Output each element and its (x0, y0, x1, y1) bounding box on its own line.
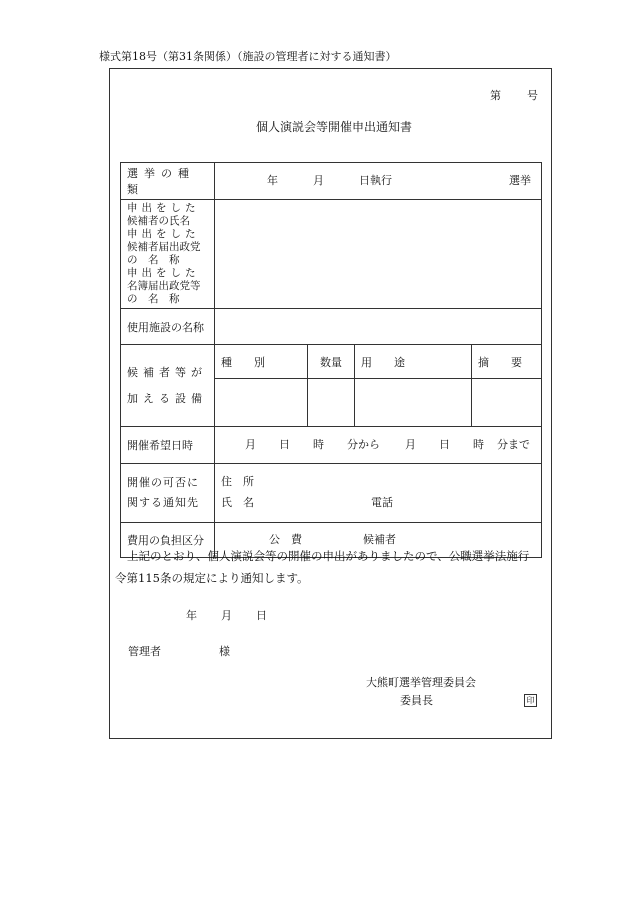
label-schedule: 開催希望日時 (121, 427, 215, 464)
field-applicant[interactable] (215, 200, 542, 309)
row-notification (121, 464, 542, 523)
applicant-line-3: 申出をした (127, 228, 200, 240)
recipient-honorific: 様 (219, 645, 230, 658)
notice-paragraph-line1: 上記のとおり、個人演説会等の開催の申出がありましたので、公職選挙法施行 (127, 549, 530, 563)
field-election-type[interactable] (215, 163, 542, 200)
applicant-line-7: 名簿届出政党等 (127, 280, 201, 292)
application-table (120, 162, 542, 558)
applicant-line-2: 候補者の氏名 (127, 215, 190, 227)
applicant-line-5: の 名 称 (127, 254, 180, 266)
field-notification[interactable] (215, 464, 542, 523)
notification-label-1: 開催の可否に (127, 476, 199, 489)
form-number-title: 様式第18号（第31条関係）（施設の管理者に対する通知書） (99, 50, 397, 63)
issuer-committee: 大熊町選挙管理委員会 (366, 676, 476, 689)
cost-candidate-option[interactable]: 候補者 (363, 533, 396, 546)
election-suffix: 選挙 (509, 174, 531, 187)
equipment-type-cell[interactable] (215, 379, 308, 427)
notification-name-label: 氏 名 (221, 496, 254, 509)
label-facility: 使用施設の名称 (121, 309, 215, 345)
equipment-header-type: 種 別 (215, 345, 308, 379)
schedule-hour-to: 時 (473, 438, 484, 451)
applicant-line-4: 候補者届出政党 (127, 241, 201, 253)
equipment-note-cell[interactable] (472, 379, 542, 427)
election-day-held: 日執行 (359, 174, 392, 187)
row-facility (121, 309, 542, 345)
applicant-line-6: 申出をした (127, 267, 200, 279)
equipment-use-cell[interactable] (355, 379, 472, 427)
schedule-day-from: 日 (279, 438, 290, 451)
equipment-qty-cell[interactable] (308, 379, 355, 427)
number-go: 号 (527, 89, 538, 102)
label-equipment (121, 345, 215, 427)
equipment-header-use: 用 途 (355, 345, 472, 379)
field-facility[interactable] (215, 309, 542, 345)
issuer-chair: 委員長 (400, 694, 433, 707)
equipment-label-1: 候補者等が (127, 365, 207, 379)
schedule-hour-from: 時 (313, 438, 324, 451)
date-month: 月 (221, 609, 232, 622)
recipient-label: 管理者 (128, 645, 161, 658)
schedule-day-to: 日 (439, 438, 450, 451)
schedule-month-to: 月 (405, 438, 416, 451)
cost-public-option[interactable]: 公 費 (269, 533, 302, 546)
schedule-month-from: 月 (245, 438, 256, 451)
applicant-line-8: の 名 称 (127, 293, 180, 305)
row-schedule (121, 427, 542, 464)
field-schedule[interactable] (215, 427, 542, 464)
equipment-header-note: 摘 要 (472, 345, 542, 379)
election-month: 月 (313, 174, 324, 187)
notification-address-label: 住 所 (221, 475, 254, 488)
notification-label-2: 関する通知先 (127, 496, 199, 509)
label-election-type (121, 163, 215, 200)
row-applicant (121, 200, 542, 309)
schedule-minute-from: 分から (347, 438, 380, 451)
seal-mark: 印 (524, 694, 537, 707)
row-equipment-header (121, 345, 542, 379)
equipment-label-2: 加える設備 (127, 391, 207, 405)
schedule-minute-to: 分まで (497, 438, 530, 451)
label-election-type-text: 選挙の種類 (127, 167, 195, 196)
notification-phone-label: 電話 (371, 496, 393, 509)
label-notification (121, 464, 215, 523)
number-dai: 第 (490, 89, 501, 102)
date-year: 年 (186, 609, 197, 622)
row-election-type (121, 163, 542, 200)
election-year: 年 (267, 174, 278, 187)
label-applicant (121, 200, 215, 309)
date-day: 日 (256, 609, 267, 622)
notice-paragraph-line2: 令第115条の規定により通知します。 (115, 571, 309, 585)
label-cost: 費用の負担区分 (121, 523, 215, 558)
document-title: 個人演説会等開催申出通知書 (256, 120, 413, 134)
equipment-header-qty: 数量 (308, 345, 355, 379)
applicant-line-1: 申出をした (127, 202, 200, 214)
